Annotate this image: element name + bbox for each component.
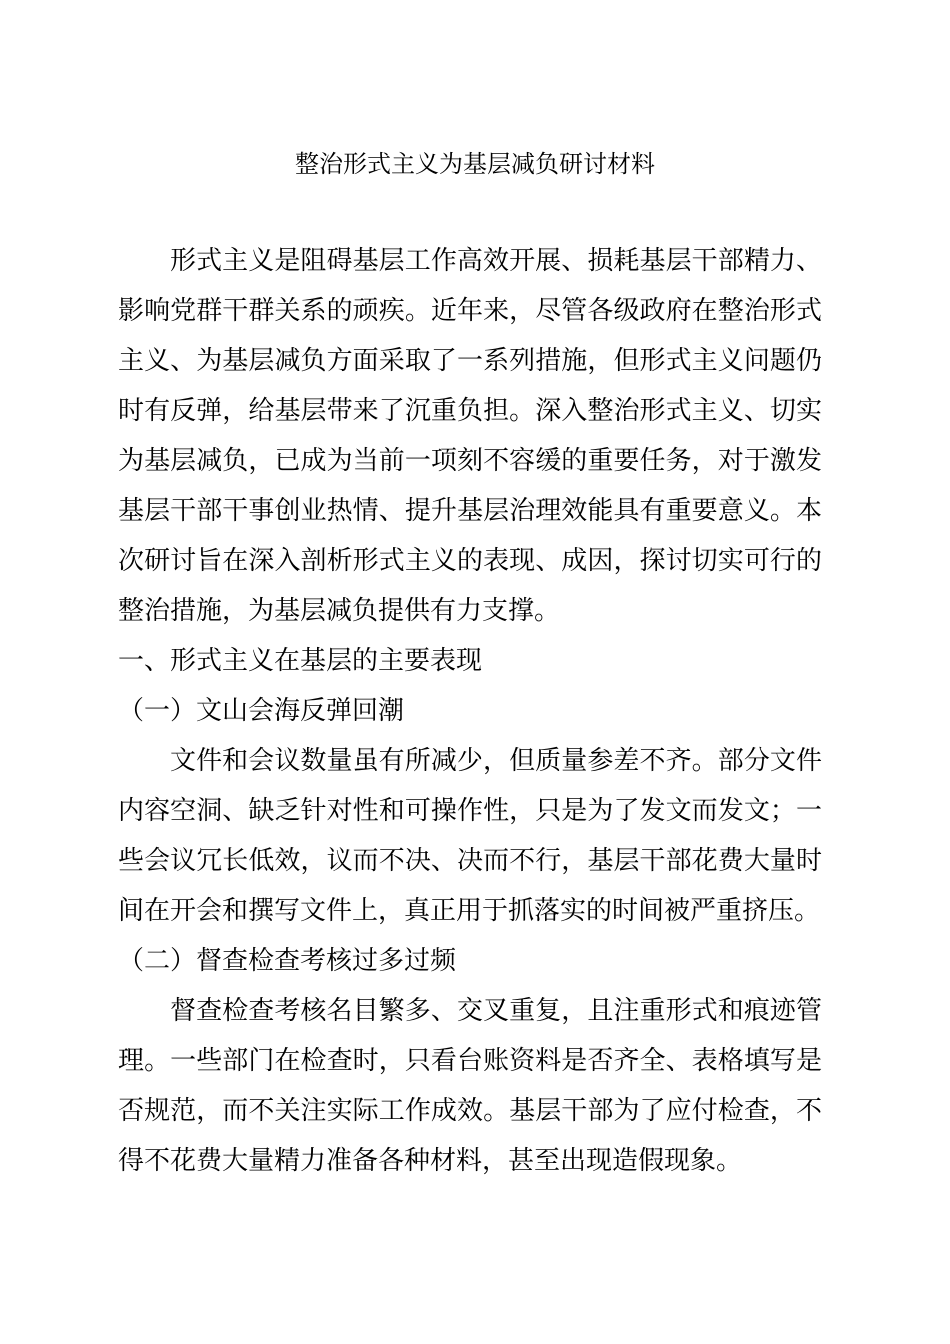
document-body (118, 236, 822, 1186)
subsection-heading-1: （一）文山会海反弹回潮 (118, 696, 405, 726)
subsection-paragraph-2: 督查检查考核名目繁多、交叉重复，且注重形式和痕迹管理。一些部门在检查时，只看台账资料是否齐全、表格填写是否规范，而不关注实际工作成效。基层干部为了应付检查，不得不花费大量精力准备各种材料，甚至出现造假现象。 (118, 996, 822, 1176)
section-heading-1: 一、形式主义在基层的主要表现 (118, 646, 483, 676)
intro-paragraph: 形式主义是阻碍基层工作高效开展、损耗基层干部精力、影响党群干群关系的顽疾。近年来，尽管各级政府在整治形式主义、为基层减负方面采取了一系列措施，但形式主义问题仍时有反弹，给基层带来了沉重负担。深入整治形式主义、切实为基层减负，已成为当前一项刻不容缓的重要任务，对于激发基层干部干事创业热情、提升基层治理效能具有重要意义。本次研讨旨在深入剖析形式主义的表现、成因，探讨切实可行的整治措施，为基层减负提供有力支撑。 (118, 246, 822, 626)
document-title: 整治形式主义为基层减负研讨材料 (295, 150, 655, 178)
subsection-paragraph-1: 文件和会议数量虽有所减少，但质量参差不齐。部分文件内容空洞、缺乏针对性和可操作性，只是为了发文而发文；一些会议冗长低效，议而不决、决而不行，基层干部花费大量时间在开会和撰写文件上，真正用于抓落实的时间被严重挤压。 (118, 746, 822, 926)
subsection-heading-2: （二）督查检查考核过多过频 (118, 946, 457, 976)
